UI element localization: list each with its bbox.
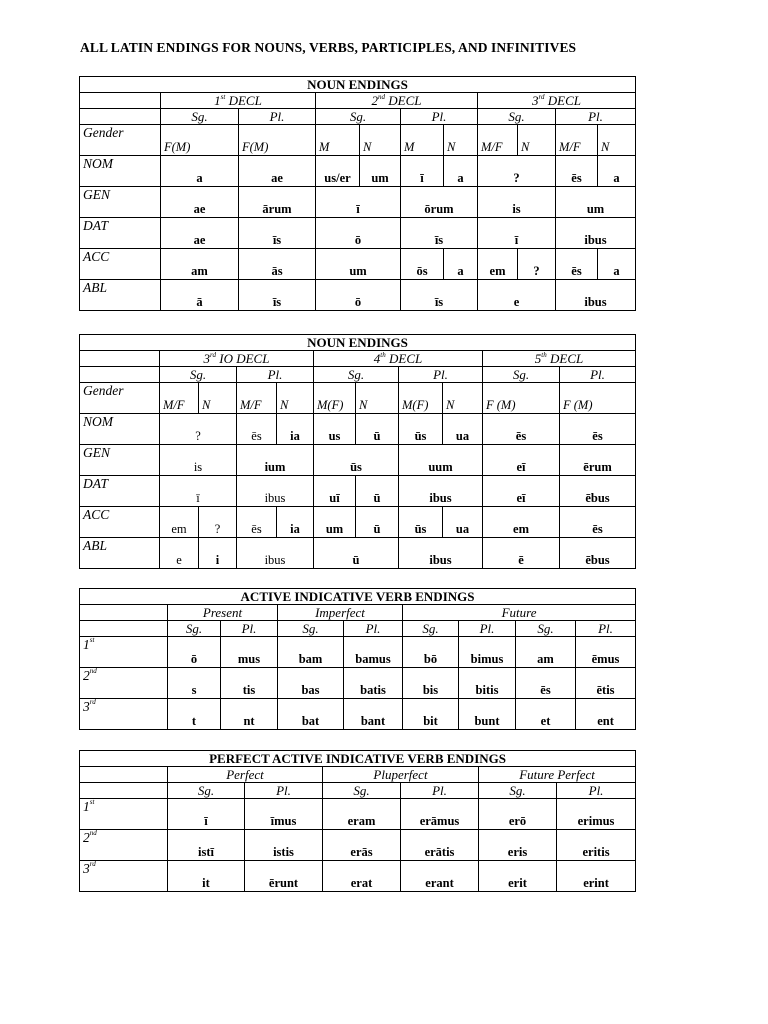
ending-cell: ibus	[556, 218, 636, 249]
ending-cell: am	[516, 637, 576, 668]
ending-cell: tis	[221, 668, 278, 699]
declension-header: 2nd DECL	[316, 93, 478, 109]
ending-cell: ēs	[560, 414, 636, 445]
gender-cell: M/F	[556, 125, 598, 156]
dat-row	[80, 476, 636, 507]
noun-endings-table-1	[79, 76, 636, 311]
ending-cell: erant	[401, 861, 479, 892]
ending-cell: e	[478, 280, 556, 311]
table-title: ACTIVE INDICATIVE VERB ENDINGS	[80, 589, 636, 605]
row-label: ABL	[80, 280, 161, 311]
declension-header: 4th DECL	[314, 351, 483, 367]
first-person-row	[80, 637, 636, 668]
gender-cell: F (M)	[483, 383, 560, 414]
ending-cell: īs	[239, 280, 316, 311]
ending-cell: ū	[314, 538, 399, 569]
ending-cell: ūs	[399, 414, 443, 445]
ending-cell: ibus	[237, 538, 314, 569]
ending-cell: ī	[478, 218, 556, 249]
table-title: NOUN ENDINGS	[80, 77, 636, 93]
gen-row	[80, 187, 636, 218]
ending-cell: ō	[316, 218, 401, 249]
ending-cell: bō	[403, 637, 459, 668]
person-label: 3rd	[80, 699, 168, 730]
number-header: Pl.	[557, 783, 636, 799]
ending-cell: um	[316, 249, 401, 280]
number-header: Pl.	[221, 621, 278, 637]
tense-header: Imperfect	[278, 605, 403, 621]
gender-cell: M(F)	[314, 383, 356, 414]
ending-cell: ē	[483, 538, 560, 569]
ending-cell: bitis	[459, 668, 516, 699]
active-indicative-verb-table	[79, 588, 636, 730]
table-title: PERFECT ACTIVE INDICATIVE VERB ENDINGS	[80, 751, 636, 767]
person-label: 2nd	[80, 830, 168, 861]
ending-cell: ēs	[483, 414, 560, 445]
person-label: 2nd	[80, 668, 168, 699]
ending-cell: ārum	[239, 187, 316, 218]
ending-cell: eritis	[557, 830, 636, 861]
page-title: ALL LATIN ENDINGS FOR NOUNS, VERBS, PARTICIPLES, AND INFINITIVES	[80, 40, 577, 55]
person-label: 1st	[80, 637, 168, 668]
number-header: Pl.	[237, 367, 314, 383]
gender-cell: N	[277, 383, 314, 414]
ending-cell: erātis	[401, 830, 479, 861]
table-title: NOUN ENDINGS	[80, 335, 636, 351]
gender-cell: M/F	[237, 383, 277, 414]
gender-cell: N	[518, 125, 556, 156]
number-header: Pl.	[401, 783, 479, 799]
abl-row	[80, 538, 636, 569]
ending-cell: eī	[483, 445, 560, 476]
ending-cell: uum	[399, 445, 483, 476]
ending-cell: ?	[478, 156, 556, 187]
ending-cell: ua	[443, 414, 483, 445]
ending-cell: ētis	[576, 668, 636, 699]
declension-header: 3rd DECL	[478, 93, 636, 109]
ending-cell: um	[556, 187, 636, 218]
ending-cell: ērunt	[245, 861, 323, 892]
ending-cell: ōrum	[401, 187, 478, 218]
third-person-row	[80, 861, 636, 892]
number-header: Pl.	[556, 109, 636, 125]
row-label: DAT	[80, 218, 161, 249]
gender-cell: F(M)	[239, 125, 316, 156]
ending-cell: īs	[401, 280, 478, 311]
person-label: 3rd	[80, 861, 168, 892]
gender-row	[80, 383, 636, 414]
ending-cell: em	[160, 507, 199, 538]
ending-cell: erimus	[557, 799, 636, 830]
number-header: Sg.	[278, 621, 344, 637]
abl-row	[80, 280, 636, 311]
gender-cell: N	[598, 125, 636, 156]
ending-cell: bat	[278, 699, 344, 730]
ending-cell: istis	[245, 830, 323, 861]
number-header: Sg.	[483, 367, 560, 383]
gender-cell: M/F	[478, 125, 518, 156]
ending-cell: īs	[401, 218, 478, 249]
ending-cell: bis	[403, 668, 459, 699]
ending-cell: uī	[314, 476, 356, 507]
row-label: DAT	[80, 476, 160, 507]
ending-cell: ia	[277, 414, 314, 445]
nom-row	[80, 156, 636, 187]
ending-cell: bam	[278, 637, 344, 668]
second-person-row	[80, 668, 636, 699]
second-person-row	[80, 830, 636, 861]
ending-cell: em	[478, 249, 518, 280]
gender-cell: M	[316, 125, 360, 156]
number-header: Sg.	[168, 621, 221, 637]
ending-cell: eī	[483, 476, 560, 507]
number-header: Pl.	[401, 109, 478, 125]
ending-cell: ēmus	[576, 637, 636, 668]
ending-cell: ēs	[556, 249, 598, 280]
dat-row	[80, 218, 636, 249]
row-label: ACC	[80, 249, 161, 280]
ending-cell: ū	[356, 476, 399, 507]
ending-cell: bant	[344, 699, 403, 730]
ending-cell: ōs	[401, 249, 444, 280]
gender-cell: F(M)	[161, 125, 239, 156]
number-header: Pl.	[560, 367, 636, 383]
ending-cell: ī	[168, 799, 245, 830]
ending-cell: īmus	[245, 799, 323, 830]
gender-cell: F (M)	[560, 383, 636, 414]
ending-cell: ō	[316, 280, 401, 311]
ending-cell: batis	[344, 668, 403, 699]
ending-cell: ū	[356, 507, 399, 538]
number-header: Sg.	[479, 783, 557, 799]
ending-cell: ā	[161, 280, 239, 311]
ending-cell: erit	[479, 861, 557, 892]
gender-cell: N	[443, 383, 483, 414]
number-header: Sg.	[161, 109, 239, 125]
ending-cell: is	[160, 445, 237, 476]
ending-cell: ū	[356, 414, 399, 445]
row-label: GEN	[80, 187, 161, 218]
acc-row	[80, 249, 636, 280]
number-header: Sg.	[314, 367, 399, 383]
number-header: Pl.	[344, 621, 403, 637]
gender-cell: N	[356, 383, 399, 414]
ending-cell: bas	[278, 668, 344, 699]
first-person-row	[80, 799, 636, 830]
ending-cell: ?	[160, 414, 237, 445]
ending-cell: it	[168, 861, 245, 892]
ending-cell: ēs	[237, 414, 277, 445]
number-header: Sg.	[168, 783, 245, 799]
number-header: Sg.	[160, 367, 237, 383]
ending-cell: ibus	[399, 538, 483, 569]
ending-cell: ae	[161, 218, 239, 249]
ending-cell: bunt	[459, 699, 516, 730]
ending-cell: ēs	[237, 507, 277, 538]
ending-cell: ērum	[560, 445, 636, 476]
ending-cell: a	[598, 156, 636, 187]
ending-cell: a	[444, 156, 478, 187]
row-label: NOM	[80, 414, 160, 445]
row-label: NOM	[80, 156, 161, 187]
ending-cell: ēs	[516, 668, 576, 699]
gender-cell: M	[401, 125, 444, 156]
ending-cell: ūs	[314, 445, 399, 476]
ending-cell: i	[199, 538, 237, 569]
ending-cell: eram	[323, 799, 401, 830]
ending-cell: erō	[479, 799, 557, 830]
ending-cell: ?	[518, 249, 556, 280]
ending-cell: ēbus	[560, 538, 636, 569]
ending-cell: am	[161, 249, 239, 280]
ending-cell: ibus	[556, 280, 636, 311]
number-header: Sg.	[323, 783, 401, 799]
number-header: Sg.	[403, 621, 459, 637]
tense-header: Perfect	[168, 767, 323, 783]
ending-cell: mus	[221, 637, 278, 668]
ending-cell: ae	[161, 187, 239, 218]
tense-header: Present	[168, 605, 278, 621]
row-label: GEN	[80, 445, 160, 476]
declension-header: 1st DECL	[161, 93, 316, 109]
number-header: Sg.	[478, 109, 556, 125]
ending-cell: erat	[323, 861, 401, 892]
ending-cell: us/er	[316, 156, 360, 187]
ending-cell: īs	[239, 218, 316, 249]
gen-row	[80, 445, 636, 476]
gender-cell: N	[444, 125, 478, 156]
acc-row	[80, 507, 636, 538]
ending-cell: em	[483, 507, 560, 538]
ending-cell: ibus	[399, 476, 483, 507]
ending-cell: ?	[199, 507, 237, 538]
number-header: Pl.	[459, 621, 516, 637]
ending-cell: ēs	[556, 156, 598, 187]
tense-header: Future	[403, 605, 636, 621]
ending-cell: is	[478, 187, 556, 218]
number-header: Pl.	[576, 621, 636, 637]
ending-cell: a	[161, 156, 239, 187]
ending-cell: ō	[168, 637, 221, 668]
ending-cell: nt	[221, 699, 278, 730]
ending-cell: ūs	[399, 507, 443, 538]
ending-cell: e	[160, 538, 199, 569]
ending-cell: ia	[277, 507, 314, 538]
ending-cell: ent	[576, 699, 636, 730]
row-label: Gender	[80, 125, 161, 156]
row-label: ABL	[80, 538, 160, 569]
gender-cell: M(F)	[399, 383, 443, 414]
tense-header: Pluperfect	[323, 767, 479, 783]
ending-cell: um	[314, 507, 356, 538]
number-header: Sg.	[316, 109, 401, 125]
ending-cell: eris	[479, 830, 557, 861]
gender-cell: N	[199, 383, 237, 414]
number-header: Sg.	[516, 621, 576, 637]
ending-cell: ī	[316, 187, 401, 218]
ending-cell: bamus	[344, 637, 403, 668]
ending-cell: t	[168, 699, 221, 730]
noun-endings-table-2	[79, 334, 636, 569]
ending-cell: bit	[403, 699, 459, 730]
ending-cell: ī	[401, 156, 444, 187]
ending-cell: bimus	[459, 637, 516, 668]
ending-cell: s	[168, 668, 221, 699]
ending-cell: us	[314, 414, 356, 445]
number-header: Pl.	[399, 367, 483, 383]
row-label: Gender	[80, 383, 160, 414]
ending-cell: a	[598, 249, 636, 280]
number-header: Pl.	[245, 783, 323, 799]
ending-cell: ās	[239, 249, 316, 280]
ending-cell: ua	[443, 507, 483, 538]
declension-header: 3rd IO DECL	[160, 351, 314, 367]
perfect-active-indicative-verb-table	[79, 750, 636, 892]
tense-header: Future Perfect	[479, 767, 636, 783]
ending-cell: ium	[237, 445, 314, 476]
ending-cell: ēs	[560, 507, 636, 538]
ending-cell: et	[516, 699, 576, 730]
gender-row	[80, 125, 636, 156]
ending-cell: a	[444, 249, 478, 280]
ending-cell: erint	[557, 861, 636, 892]
person-label: 1st	[80, 799, 168, 830]
number-header: Pl.	[239, 109, 316, 125]
ending-cell: ae	[239, 156, 316, 187]
ending-cell: ibus	[237, 476, 314, 507]
gender-cell: M/F	[160, 383, 199, 414]
ending-cell: um	[360, 156, 401, 187]
gender-cell: N	[360, 125, 401, 156]
third-person-row	[80, 699, 636, 730]
row-label: ACC	[80, 507, 160, 538]
declension-header: 5th DECL	[483, 351, 636, 367]
ending-cell: erās	[323, 830, 401, 861]
ending-cell: ēbus	[560, 476, 636, 507]
ending-cell: erāmus	[401, 799, 479, 830]
ending-cell: istī	[168, 830, 245, 861]
ending-cell: ī	[160, 476, 237, 507]
nom-row	[80, 414, 636, 445]
